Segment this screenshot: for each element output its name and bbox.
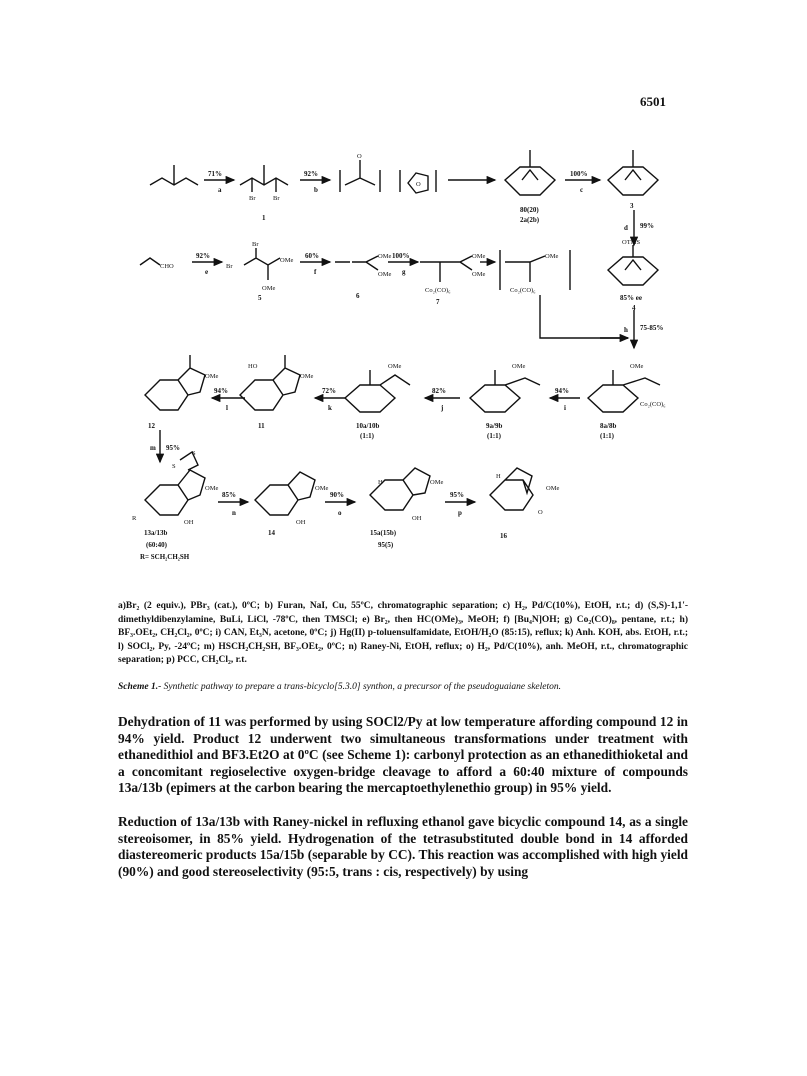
compound-number: 14	[268, 529, 275, 537]
step-letter: j	[441, 404, 444, 412]
yield-label: 94%	[214, 387, 228, 395]
step-letter: g	[402, 268, 406, 276]
compound-number: 13a/13b	[144, 529, 168, 537]
group-label: OMe	[315, 485, 329, 492]
compound-ratio: (1:1)	[360, 432, 374, 440]
group-label: OMe	[205, 485, 219, 492]
group-label: OMe	[430, 479, 444, 486]
caption-label: Scheme 1.-	[118, 682, 162, 692]
yield-label: 92%	[304, 170, 318, 178]
group-label: OMe	[300, 373, 314, 380]
structure-acrolein	[140, 258, 160, 265]
yield-label: 94%	[555, 387, 569, 395]
compound-number: 16	[500, 532, 507, 540]
structure-ketone	[150, 165, 198, 185]
scheme-caption	[118, 682, 688, 692]
group-label: OTMS	[622, 239, 641, 246]
step-letter: p	[458, 509, 462, 517]
yield-label: 95%	[450, 491, 464, 499]
group-label: OH	[412, 515, 422, 522]
compound-number: 9a/9b	[486, 422, 503, 430]
structure-2	[505, 150, 555, 195]
compound-ee: 85% ee	[620, 294, 642, 302]
group-label: Co₂(CO)₆	[510, 287, 536, 294]
structure-14	[255, 472, 315, 515]
step-letter: c	[580, 186, 584, 194]
structure-9	[470, 370, 540, 412]
compound-ratio: (1:1)	[487, 432, 501, 440]
yield-label: 85%	[222, 491, 236, 499]
step-letter: k	[328, 404, 332, 412]
step-letter: l	[226, 404, 228, 412]
step-letter: n	[232, 509, 236, 517]
structure-4	[608, 245, 658, 285]
yield-label: 82%	[432, 387, 446, 395]
group-label: HO	[248, 363, 258, 370]
step-letter: d	[624, 224, 628, 232]
structure-5	[244, 248, 280, 280]
compound-number: 8a/8b	[600, 422, 617, 430]
compound-r-group: R= SCH₂CH₂SH	[140, 553, 190, 561]
structure-6	[335, 256, 378, 270]
group-label: OMe	[378, 253, 392, 260]
yield-label: 100%	[570, 170, 588, 178]
step-letter: h	[624, 326, 628, 334]
group-label: OMe	[546, 485, 560, 492]
yield-label: 72%	[322, 387, 336, 395]
atom-label: Br	[226, 263, 233, 270]
structure-1	[240, 165, 288, 192]
atom-label: Br	[249, 195, 256, 202]
compound-number: 15a(15b)	[370, 529, 397, 537]
structure-13	[145, 452, 205, 515]
group-label: Co₂(CO)₆	[640, 401, 666, 408]
step-letter: a	[218, 186, 222, 194]
compound-number: 7	[436, 298, 440, 306]
yield-label: 71%	[208, 170, 222, 178]
step-letter: o	[338, 509, 342, 517]
group-label: OMe	[512, 363, 526, 370]
compound-number: 12	[148, 422, 155, 430]
group-label: OMe	[472, 271, 486, 278]
compound-ratio: (1:1)	[600, 432, 614, 440]
group-label: OMe	[262, 285, 276, 292]
caption-text: Synthetic pathway to prepare a trans-bicyclo[5.3.0] synthon, a precursor of the pseudoguaiane skeleton.	[161, 682, 562, 692]
yield-label: 92%	[196, 252, 210, 260]
reaction-conditions: a)Br₂ (2 equiv.), PBr₃ (cat.), 0ºC; b) Furan, NaI, Cu, 55ºC, chromatographic separation; c) H₂, Pd/C(10%), EtOH, r.t.; d) (S,S)-1,1'-dimethyldibenzylamine, BuLi, LiCl, -78ºC, then TMSCl; e) Br₂, then HC(OMe)₃, MeOH; f) [Bu₄N]OH; g) Co₂(CO)₈, pentane, r.t.; h) BF₃.OEt₂, CH₂Cl₂, 0ºC; i) CAN, Et₃N, acetone, 0ºC; j) Hg(II) p-toluensulfamidate, EtOH/H₂O (85:15), reflux; k) Anh. KOH, abs. EtOH, r.t.; l) SOCl₂, Py, -24ºC; m) HSCH₂CH₂SH, BF₃.OEt₂, 0ºC; n) Raney-Ni, EtOH, reflux; o) H₂, Pd/C(10%), anh. MeOH, r.t., chromatographic separation; p) PCC, CH₂Cl₂, r.t.	[118, 601, 688, 665]
structure-10	[345, 370, 410, 412]
compound-ratio: 80(20)	[520, 206, 539, 214]
compound-number: 11	[258, 422, 265, 430]
body-paragraph: Reduction of 13a/13b with Raney-nickel in refluxing ethanol gave bicyclic compound 14, as a single stereoisomer, in 85% yield. Hydrogenation of the tetrasubstituted double bond in 14 afforded diastereomeric products 15a/15b (separable by CC). This reaction was accomplished with high yield (90%) and good stereoselectivity (95:5, trans : cis, respectively) by using	[118, 814, 688, 879]
compound-number: 5	[258, 294, 262, 302]
group-label: Co₂(CO)₆	[425, 287, 451, 294]
atom-label: S	[192, 450, 196, 457]
group-label: OH	[184, 519, 194, 526]
group-label: OMe	[388, 363, 402, 370]
atom-label: Br	[252, 241, 259, 248]
structure-oxyallyl	[340, 160, 380, 192]
atom-label: R	[132, 515, 137, 522]
yield-label: 90%	[330, 491, 344, 499]
arrow-h-path	[540, 295, 628, 338]
atom-label: H	[496, 473, 501, 480]
group-label: OMe	[630, 363, 644, 370]
yield-label: 60%	[305, 252, 319, 260]
compound-number: 4	[632, 304, 636, 312]
step-letter: e	[205, 268, 209, 276]
atom-label: Br	[273, 195, 280, 202]
yield-label: 100%	[392, 252, 410, 260]
body-paragraph: Dehydration of 11 was performed by using SOCl2/Py at low temperature affording compound 12 in 94% yield. Product 12 underwent two simultaneous transformations under treatment with ethanedithiol and BF3.Et2O at 0ºC (see Scheme 1): carbonyl protection as an ethanedithioketal and a concomitant regioselective oxygen-bridge cleavage to afford a 60:40 mixture of compounds 13a/13b (epimers at the carbon bearing the mercaptoethylenethio group) in 95% yield.	[118, 714, 688, 796]
group-label: CHO	[160, 263, 174, 270]
structure-cation	[500, 250, 570, 290]
group-label: OMe	[280, 257, 294, 264]
page-number: 6501	[640, 94, 666, 109]
group-label: OMe	[472, 253, 486, 260]
atom-label: O	[538, 509, 543, 516]
step-letter: b	[314, 186, 318, 194]
group-label: OMe	[378, 271, 392, 278]
step-letter: f	[314, 268, 317, 276]
atom-label: O	[357, 153, 362, 160]
compound-ratio: 95(5)	[378, 541, 394, 549]
atom-label: S	[172, 463, 176, 470]
atom-label: H	[378, 479, 383, 486]
compound-number: 2a(2b)	[520, 216, 540, 224]
yield-label: 95%	[166, 444, 180, 452]
structure-12	[145, 355, 205, 410]
structure-3	[608, 150, 658, 195]
compound-number: 3	[630, 202, 634, 210]
group-label: OMe	[205, 373, 219, 380]
compound-number: 10a/10b	[356, 422, 380, 430]
compound-ratio: (60:40)	[146, 541, 167, 549]
step-letter: i	[564, 404, 566, 412]
structure-15	[370, 468, 430, 510]
yield-label: 75-85%	[640, 324, 664, 332]
step-letter: m	[150, 444, 156, 452]
compound-number: 6	[356, 292, 360, 300]
atom-label: O	[416, 181, 421, 188]
yield-label: 99%	[640, 222, 654, 230]
group-label: OMe	[545, 253, 559, 260]
structure-7	[420, 256, 472, 282]
compound-number: 1	[262, 214, 266, 222]
group-label: OH	[296, 519, 306, 526]
